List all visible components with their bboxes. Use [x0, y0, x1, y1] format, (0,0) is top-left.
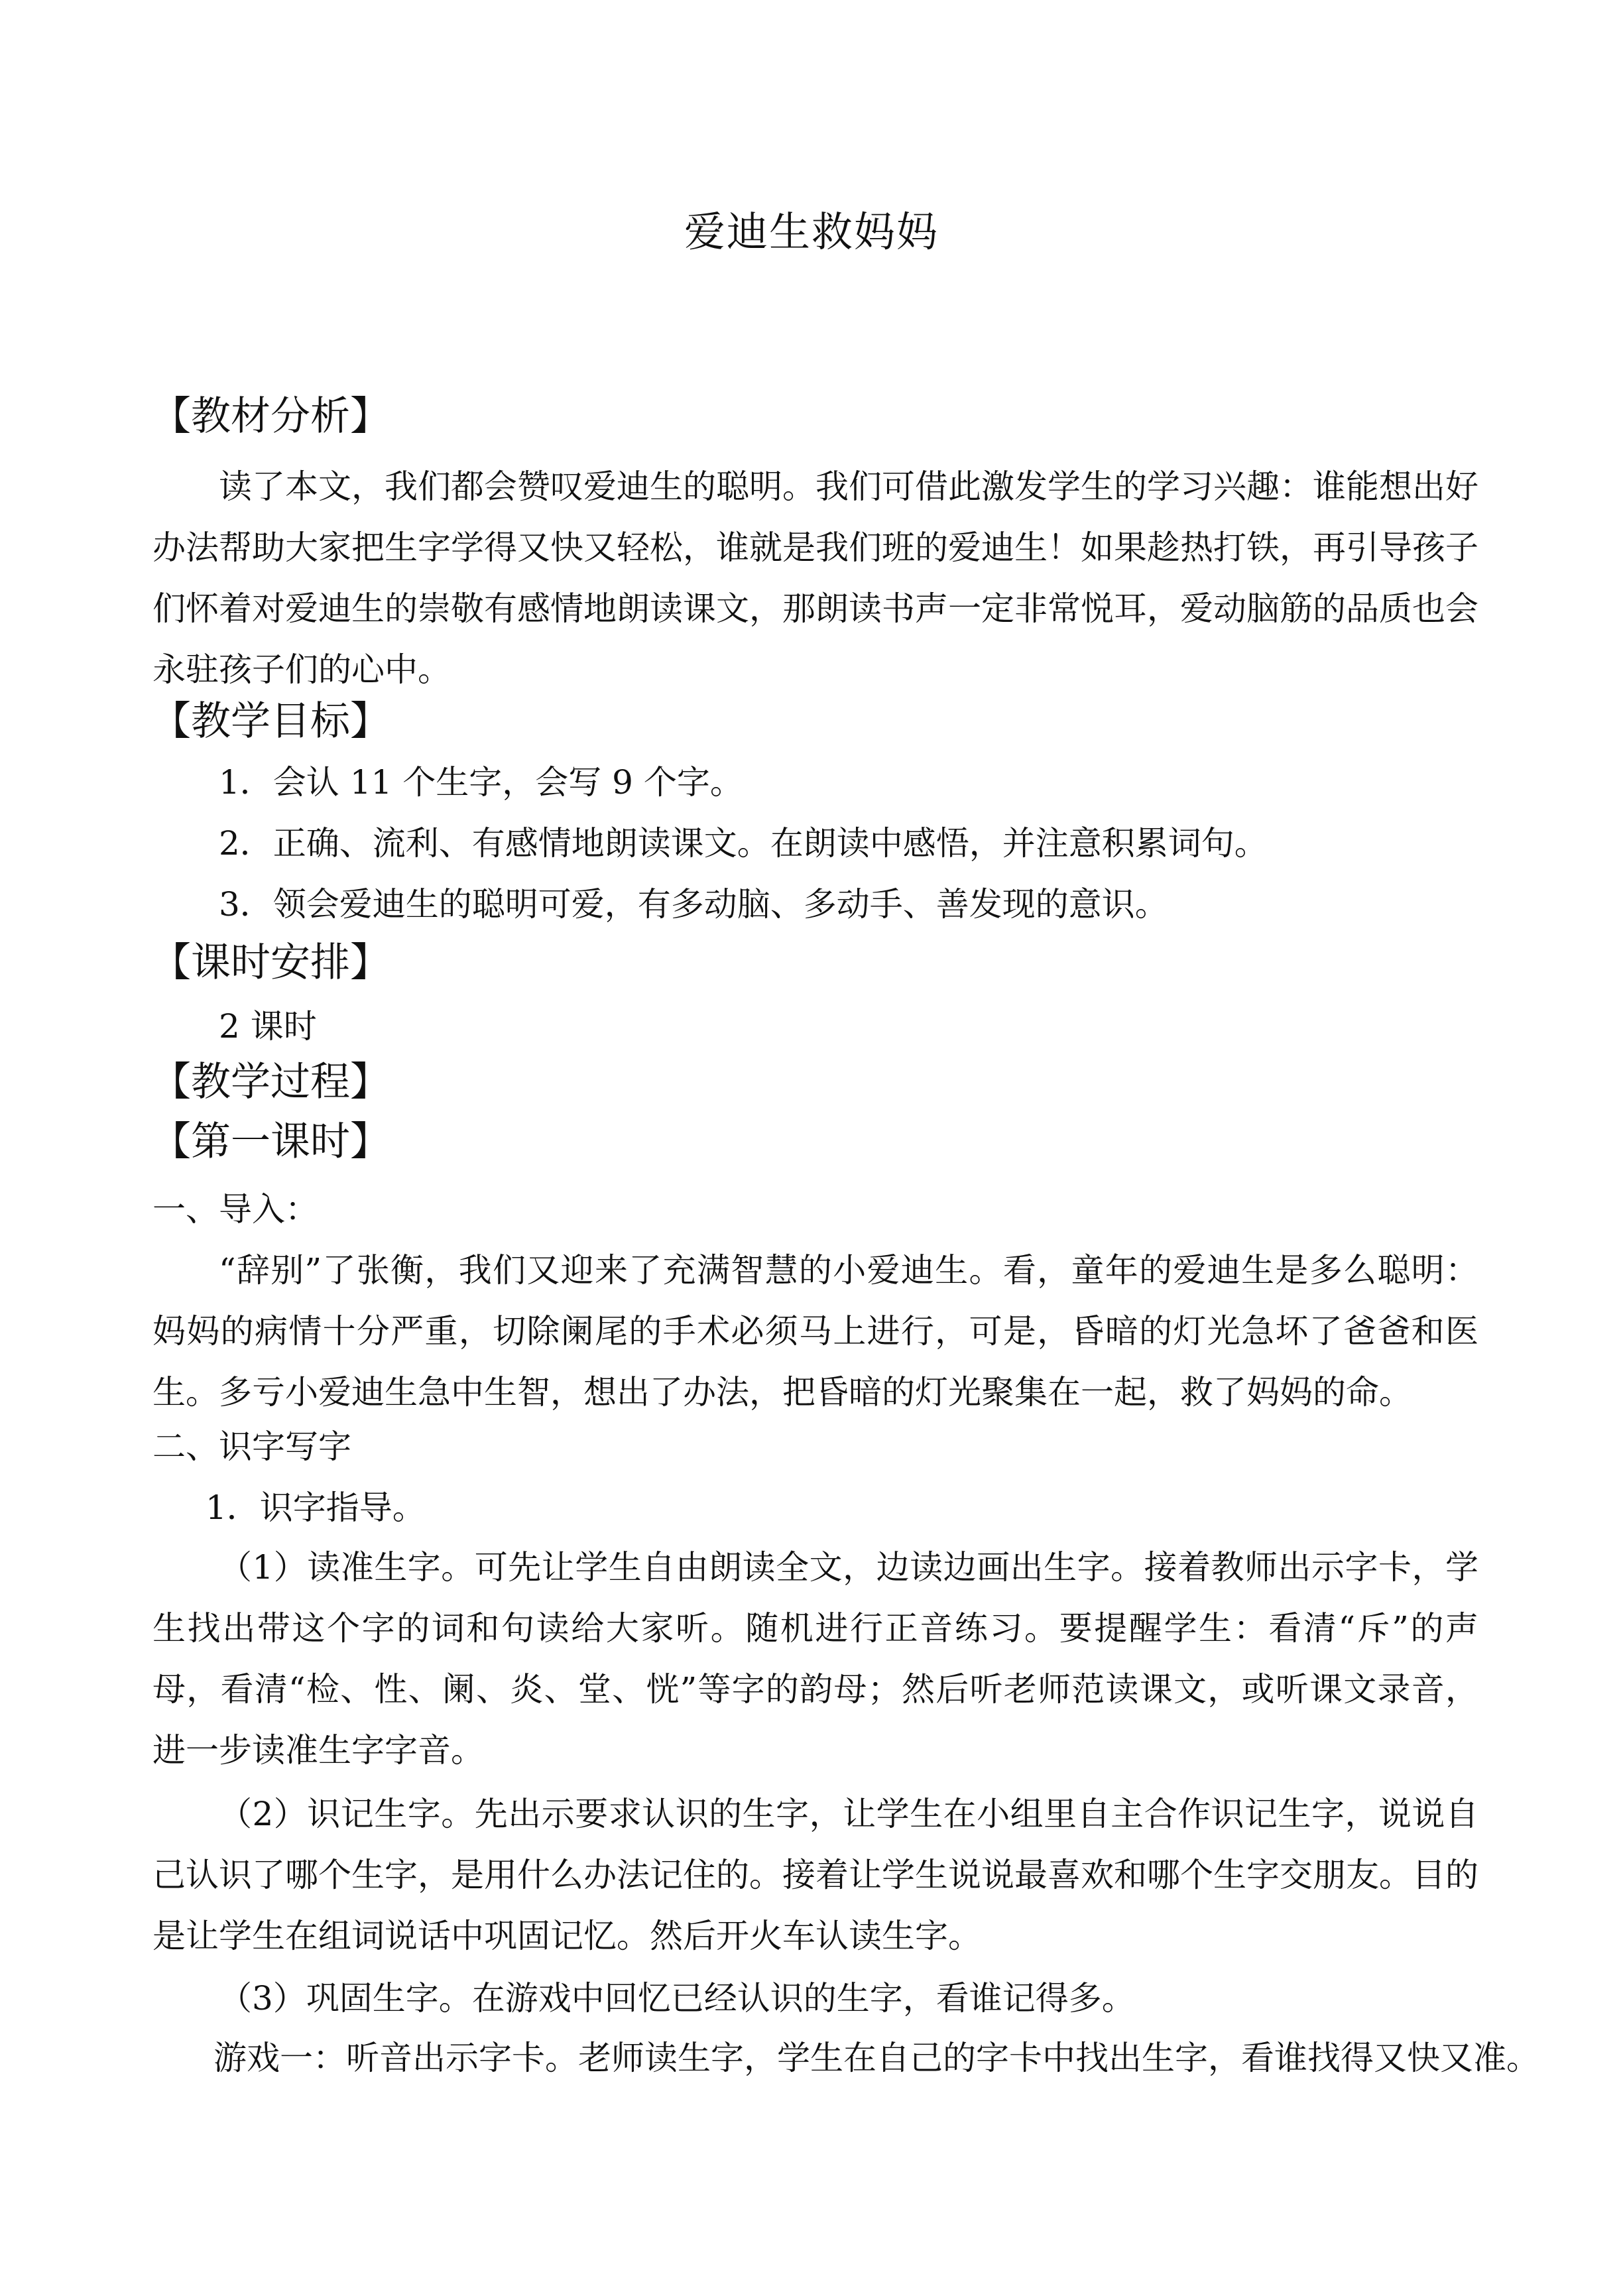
- step-1-paragraph: （1）读准生字。可先让学生自由朗读全文，边读边画出生字。接着教师出示字卡，学生找出带这个字的词和句读给大家听。随机进行正音练习。要提醒学生：看清“斥”的声母，看清“检、性、阑、炎、堂、恍”等字的韵母；然后听老师范读课文，或听课文录音，进一步读准生字字音。: [152, 1548, 1478, 1770]
- schedule-text: 2 课时: [219, 1007, 317, 1046]
- section-heading-goals: 【教学目标】: [151, 698, 390, 745]
- step-2-paragraph: （2）识记生字。先出示要求认识的生字，让学生在小组里自主合作识记生字，说说自己认识了哪个生字，是用什么办法记住的。接着让学生说说最喜欢和哪个生字交朋友。目的是让学生在组词说话中巩固记忆。然后开火车认读生字。: [152, 1795, 1478, 1955]
- section-heading-schedule: 【课时安排】: [151, 939, 390, 986]
- goal-item-1: 1．会认 11 个生字，会写 9 个字。: [219, 763, 743, 802]
- game-1-text: 游戏一：听音出示字卡。老师读生字，学生在自己的字卡中找出生字，看谁找得又快又准。: [213, 2039, 1539, 2077]
- goal-item-3: 3．领会爱迪生的聪明可爱，有多动脑、多动手、善发现的意识。: [219, 885, 1168, 924]
- step-3-text: （3）巩固生字。在游戏中回忆已经认识的生字，看谁记得多。: [219, 1979, 1135, 2018]
- section-heading-material: 【教材分析】: [151, 393, 390, 440]
- section-heading-process: 【教学过程】: [151, 1059, 390, 1105]
- intro-paragraph: “辞别”了张衡，我们又迎来了充满智慧的小爱迪生。看，童年的爱迪生是多么聪明：妈妈的病情十分严重，切除阑尾的手术必须马上进行，可是，昏暗的灯光急坏了爸爸和医生。多亏小爱迪生急中生智，想出了办法，把昏暗的灯光聚集在一起，救了妈妈的命。: [152, 1251, 1478, 1412]
- literacy-subheading: 1．识字指导。: [206, 1488, 426, 1527]
- section-heading-lesson1: 【第一课时】: [151, 1118, 390, 1165]
- goal-item-2: 2．正确、流利、有感情地朗读课文。在朗读中感悟，并注意积累词句。: [219, 824, 1268, 863]
- page-title: 爱迪生救妈妈: [684, 208, 939, 256]
- intro-heading: 一、导入：: [152, 1190, 318, 1229]
- literacy-heading: 二、识字写字: [152, 1427, 351, 1466]
- material-paragraph: 读了本文，我们都会赞叹爱迪生的聪明。我们可借此激发学生的学习兴趣：谁能想出好办法帮助大家把生字学得又快又轻松，谁就是我们班的爱迪生！如果趁热打铁，再引导孩子们怀着对爱迪生的崇敬有感情地朗读课文，那朗读书声一定非常悦耳，爱动脑筋的品质也会永驻孩子们的心中。: [152, 467, 1478, 689]
